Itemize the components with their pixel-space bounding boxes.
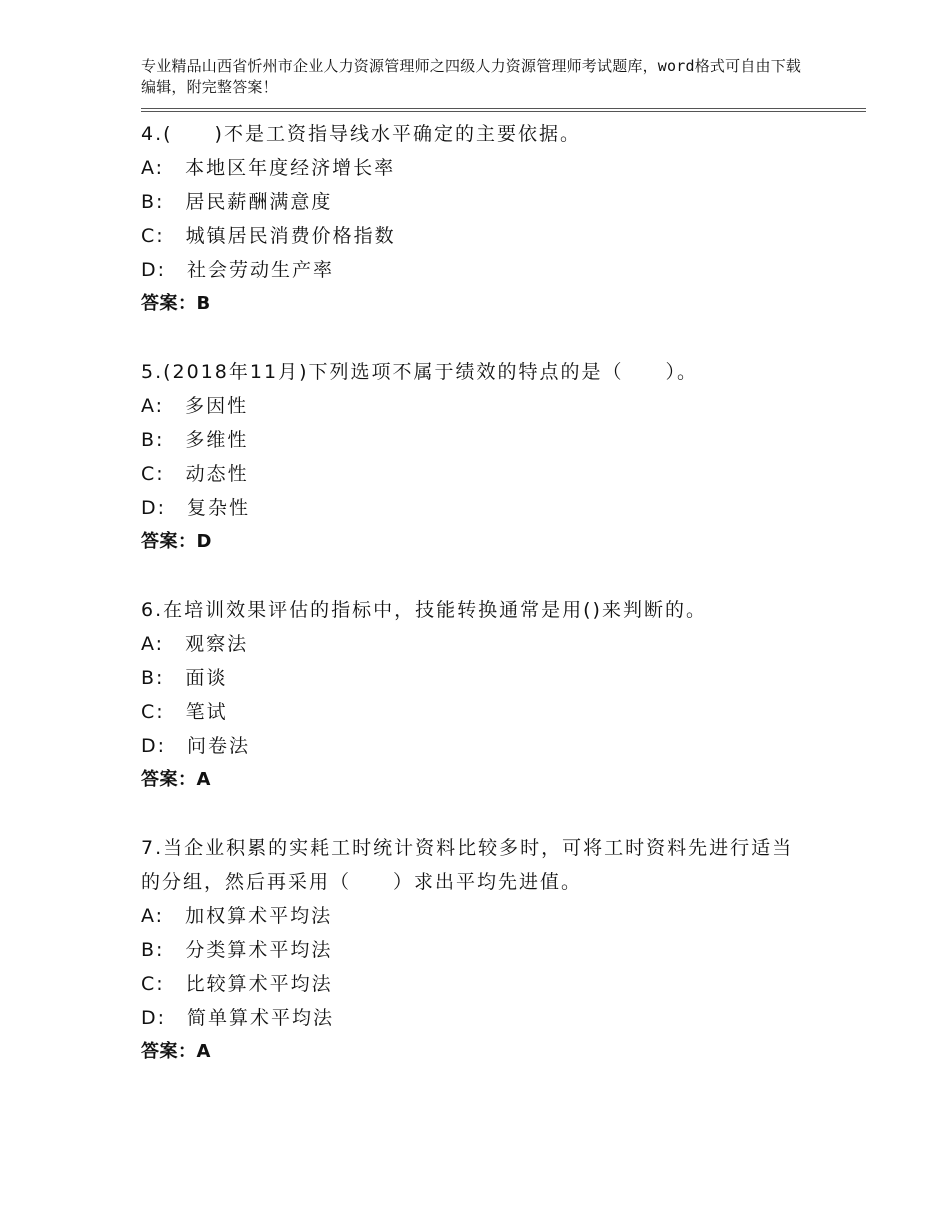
question-block <box>141 117 866 321</box>
question-block <box>141 831 866 1069</box>
option-a: A: 多因性 <box>141 395 249 417</box>
document-header: 专业精品山西省忻州市企业人力资源管理师之四级人力资源管理师考试题库，word格式可自由下载编辑，附完整答案！ <box>141 57 802 96</box>
option-c: C: 城镇居民消费价格指数 <box>141 225 396 247</box>
option-d: D: 社会劳动生产率 <box>141 259 335 281</box>
option-b: B: 面谈 <box>141 667 228 689</box>
option-c: C: 动态性 <box>141 463 249 485</box>
question-spacer <box>141 559 866 593</box>
question-block <box>141 593 866 797</box>
question-stem: 7.当企业积累的实耗工时统计资料比较多时，可将工时资料先进行适当的分组，然后再采用（ ）求出平均先进值。 <box>141 837 794 893</box>
question-stem: 4.( )不是工资指导线水平确定的主要依据。 <box>141 123 581 145</box>
question-stem: 5.(2018年11月)下列选项不属于绩效的特点的是（ ）。 <box>141 361 698 383</box>
answer-label: 答案：B <box>141 293 211 314</box>
question-spacer <box>141 797 866 831</box>
question-block <box>141 355 866 559</box>
option-b: B: 分类算术平均法 <box>141 939 333 961</box>
answer-label: 答案：A <box>141 1041 211 1062</box>
option-d: D: 复杂性 <box>141 497 251 519</box>
answer-label: 答案：D <box>141 531 212 552</box>
header-divider-bottom <box>141 111 866 112</box>
document-page <box>141 56 866 1069</box>
option-c: C: 笔试 <box>141 701 228 723</box>
option-d: D: 简单算术平均法 <box>141 1007 335 1029</box>
option-b: B: 多维性 <box>141 429 249 451</box>
option-b: B: 居民薪酬满意度 <box>141 191 333 213</box>
question-spacer <box>141 321 866 355</box>
header-divider-top <box>141 108 866 109</box>
question-stem: 6.在培训效果评估的指标中，技能转换通常是用()来判断的。 <box>141 599 707 621</box>
option-a: A: 观察法 <box>141 633 249 655</box>
option-d: D: 问卷法 <box>141 735 251 757</box>
option-a: A: 本地区年度经济增长率 <box>141 157 396 179</box>
option-a: A: 加权算术平均法 <box>141 905 333 927</box>
answer-label: 答案：A <box>141 769 211 790</box>
option-c: C: 比较算术平均法 <box>141 973 333 995</box>
